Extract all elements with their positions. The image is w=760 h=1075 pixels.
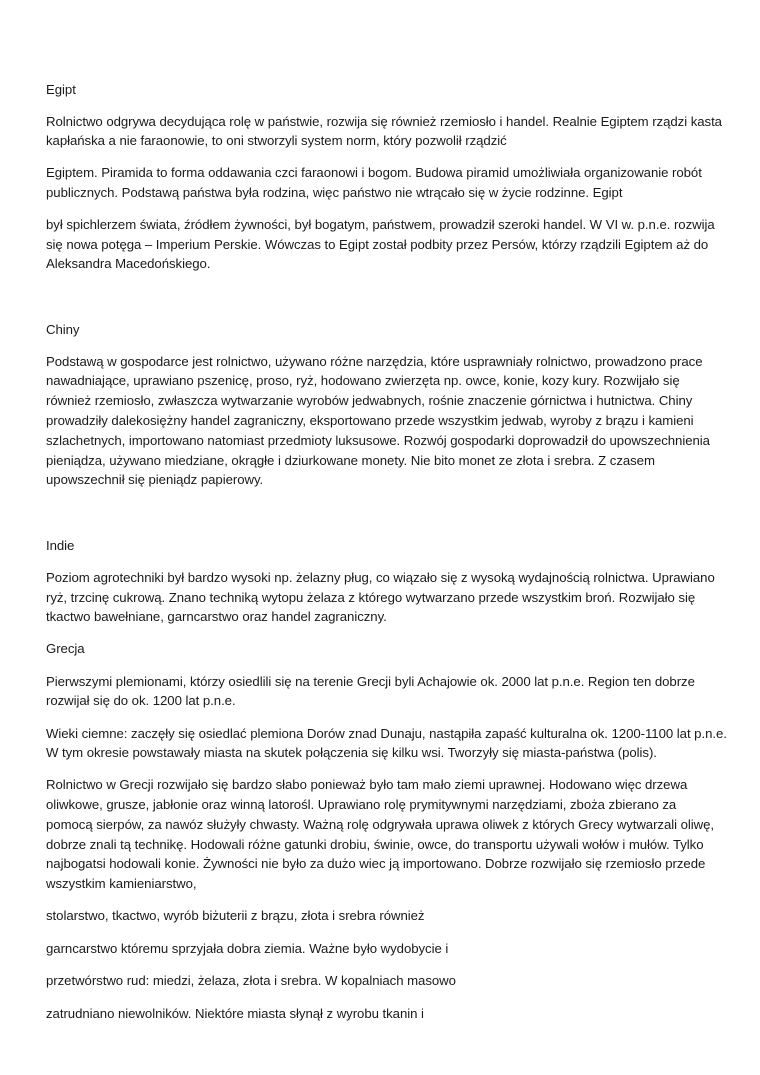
grecja-line: pomocą sierpów, za nawóz służyły chwasty. Ważną rolę odgrywała uprawa oliwek z których Grecy wytwarzali oliwę, [46,817,715,832]
chiny-line: Podstawą w gospodarce jest rolnictwo, używano różne narzędzia, które usprawniały rolnictwo, prowadzono prace [46,354,703,369]
heading-indie: Indie [46,538,75,553]
grecja-line: stolarstwo, tkactwo, wyrób biżuterii z brązu, złota i srebra również [46,908,425,923]
egipt-line: kapłańska a nie faraonowie, to oni stworzyli system norm, który pozwolił rządzić [46,133,507,148]
egipt-line: Rolnictwo odgrywa decydująca rolę w państwie, rozwija się również rzemiosło i handel. Realnie Egiptem rządzi kasta [46,114,722,129]
grecja-line: oliwkowe, grusze, jabłonie oraz winną latorośl. Uprawiano rolę prymitywnymi narzędziami, zboża zbierano za [46,797,677,812]
indie-line: Poziom agrotechniki był bardzo wysoki np. żelazny pług, co wiązało się z wysoką wydajnością rolnictwa. Uprawiano [46,570,715,585]
grecja-line: garncarstwo któremu sprzyjała dobra ziemia. Ważne było wydobycie i [46,941,449,956]
grecja-line: W tym okresie powstawały miasta na skutek połączenia się kilku wsi. Tworzyły się miasta-państwa (polis). [46,745,657,760]
chiny-line: upowszechnił się pieniądz papierowy. [46,472,264,487]
grecja-line: przetwórstwo rud: miedzi, żelaza, złota i srebra. W kopalniach masowo [46,973,456,988]
chiny-line: szlachetnych, importowano natomiast przedmioty luksusowe. Rozwój gospodarki doprowadził do upowszechnienia [46,433,710,448]
grecja-line: wszystkim kamieniarstwo, [46,876,197,891]
grecja-line: rozwijał się do ok. 1200 lat p.n.e. [46,693,236,708]
grecja-line: dobrze znali tą technikę. Hodowali różne gatunki drobiu, świnie, owce, do transportu używali wołów i mułów. Tylko [46,837,704,852]
egipt-line: publicznych. Podstawą państwa była rodzina, więc państwo nie wtrącało się w życie rodzinne. Egipt [46,185,623,200]
chiny-line: nawadniające, uprawiano pszenicę, proso, ryż, hodowano zwierzęta np. owce, konie, kozy kury. Rozwijało się [46,373,680,388]
egipt-line: się nowa potęga – Imperium Perskie. Wówczas to Egipt został podbity przez Persów, którzy rządzili Egiptem aż do [46,237,709,252]
grecja-line: najbogatsi hodowali konie. Żywności nie było za dużo wiec ją importowano. Dobrze rozwijało się rzemiosło przede [46,856,706,871]
chiny-line: pieniądza, używano miedziane, okrągłe i dziurkowane monety. Nie bito monet ze złota i srebra. Z czasem [46,453,655,468]
egipt-line: Aleksandra Macedońskiego. [46,256,211,271]
heading-egipt: Egipt [46,82,76,97]
chiny-line: również rzemiosło, zwłaszcza wytwarzanie wyrobów jedwabnych, rośnie znaczenie górnictwa i hutnictwa. Chiny [46,393,693,408]
heading-chiny: Chiny [46,322,80,337]
grecja-line: Pierwszymi plemionami, którzy osiedlili się na terenie Grecji byli Achajowie ok. 2000 lat p.n.e. Region ten dobrze [46,674,695,689]
grecja-line: Wieki ciemne: zaczęły się osiedlać plemiona Dorów znad Dunaju, nastąpiła zapaść kulturalna ok. 1200-1100 lat p.n.e. [46,726,727,741]
indie-line: tkactwo bawełniane, garncarstwo oraz handel zagraniczny. [46,609,387,624]
egipt-line: Egiptem. Piramida to forma oddawania czci faraonowi i bogom. Budowa piramid umożliwiała organizowanie robót [46,165,702,180]
heading-grecja: Grecja [46,641,85,656]
chiny-line: prowadziły dalekosiężny handel zagraniczny, eksportowano przede wszystkim jedwab, wyroby z brązu i kamieni [46,413,694,428]
egipt-line: był spichlerzem świata, źródłem żywności, był bogatym, państwem, prowadził szeroki handel. W VI w. p.n.e. rozwija [46,217,715,232]
grecja-line: zatrudniano niewolników. Niektóre miasta słynął z wyrobu tkanin i [46,1006,424,1021]
grecja-line: Rolnictwo w Grecji rozwijało się bardzo słabo ponieważ było tam mało ziemi uprawnej. Hodowano więc drzewa [46,777,688,792]
indie-line: ryż, trzcinę cukrową. Znano techniką wytopu żelaza z którego wytwarzano przede wszystkim broń. Rozwijało się [46,590,696,605]
